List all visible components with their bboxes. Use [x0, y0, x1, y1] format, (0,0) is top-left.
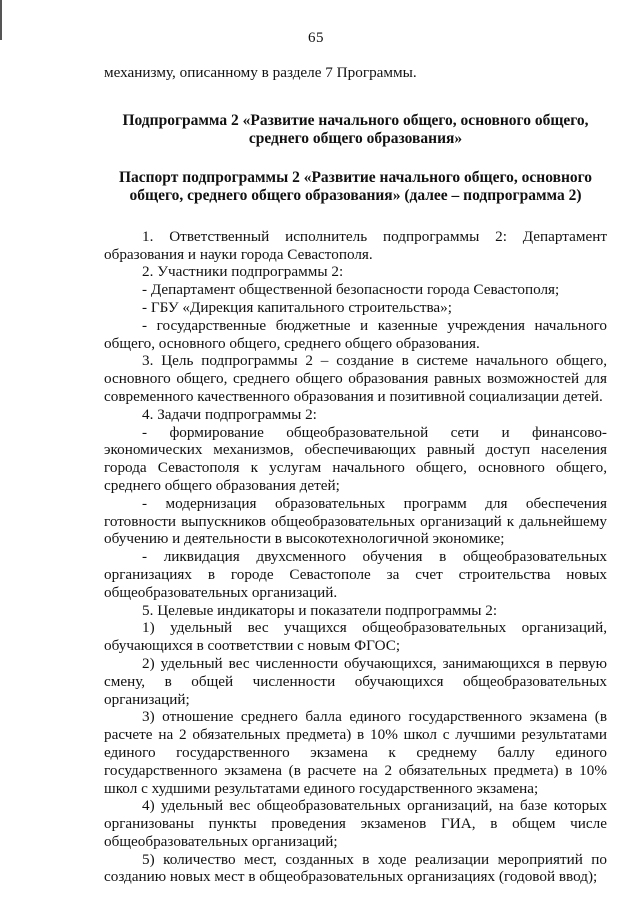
- paragraph-indicators-title: 5. Целевые индикаторы и показатели подпрограммы 2:: [142, 601, 498, 619]
- paragraph-goal: 3. Цель подпрограммы 2 – создание в системе начального общего, основного общего, среднего общего образования равных возможностей для современного качественного образования и позитивной социализации детей.: [104, 352, 607, 405]
- participant-item: - Департамент общественной безопасности города Севастополя;: [142, 281, 560, 299]
- paragraph-responsible-executor: 1. Ответственный исполнитель подпрограммы 2: Департамент образования и науки города Севастополя.: [104, 227, 607, 263]
- page-number: 65: [308, 30, 324, 46]
- paragraph-tasks-title: 4. Задачи подпрограммы 2:: [142, 405, 317, 423]
- subprogram-heading: Подпрограмма 2 «Развитие начального общего, основного общего, среднего общего образования»: [122, 111, 589, 148]
- paragraph-participants-title: 2. Участники подпрограммы 2:: [142, 263, 344, 281]
- indicator-item: 4) удельный вес общеобразовательных организаций, на базе которых организованы пункты проведения экзаменов ГИА, в общем числе общеобразовательных организаций;: [104, 797, 607, 850]
- task-item: - модернизация образовательных программ для обеспечения готовности выпускников общеобразовательных организаций к дальнейшему обучению и деятельности в высокотехнологичной экономике;: [104, 494, 607, 548]
- participant-item: - государственные бюджетные и казенные учреждения начального общего, основного общего, среднего общего образования.: [104, 316, 607, 352]
- indicator-item: 3) отношение среднего балла единого государственного экзамена (в расчете на 2 обязательных предмета) в 10% школ с лучшими результатами единого государственного экзамена к среднему баллу единого государственного экзамена (в расчете на 2 обязательных предмета) в 10% школ с худшими результатами единого государственного экзамена;: [104, 708, 607, 797]
- passport-heading: Паспорт подпрограммы 2 «Развитие начального общего, основного общего, среднего общего образования» (далее – подпрограмма 2): [118, 168, 593, 205]
- document-body: [104, 64, 607, 886]
- indicator-item: 1) удельный вес учащихся общеобразовательных организаций, обучающихся в соответствии с новым ФГОС;: [104, 619, 607, 655]
- participant-item: - ГБУ «Дирекция капитального строительства»;: [142, 298, 452, 316]
- task-item: - формирование общеобразовательной сети и финансово-экономических механизмов, обеспечивающих равный доступ населения города Севастополя к услугам начального общего, основного общего, среднего общего образования детей;: [104, 423, 607, 494]
- indicator-item: 2) удельный вес численности обучающихся, занимающихся в первую смену, в общей численности обучающихся общеобразовательных организаций;: [104, 654, 607, 708]
- indicator-item: 5) количество мест, созданных в ходе реализации мероприятий по созданию новых мест в общеобразовательных организациях (годовой ввод);: [104, 850, 607, 886]
- intro-line: механизму, описанному в разделе 7 Программы.: [104, 64, 417, 81]
- task-item: - ликвидация двухсменного обучения в общеобразовательных организациях в городе Севастополе за счет строительства новых общеобразовательных организаций.: [104, 548, 607, 601]
